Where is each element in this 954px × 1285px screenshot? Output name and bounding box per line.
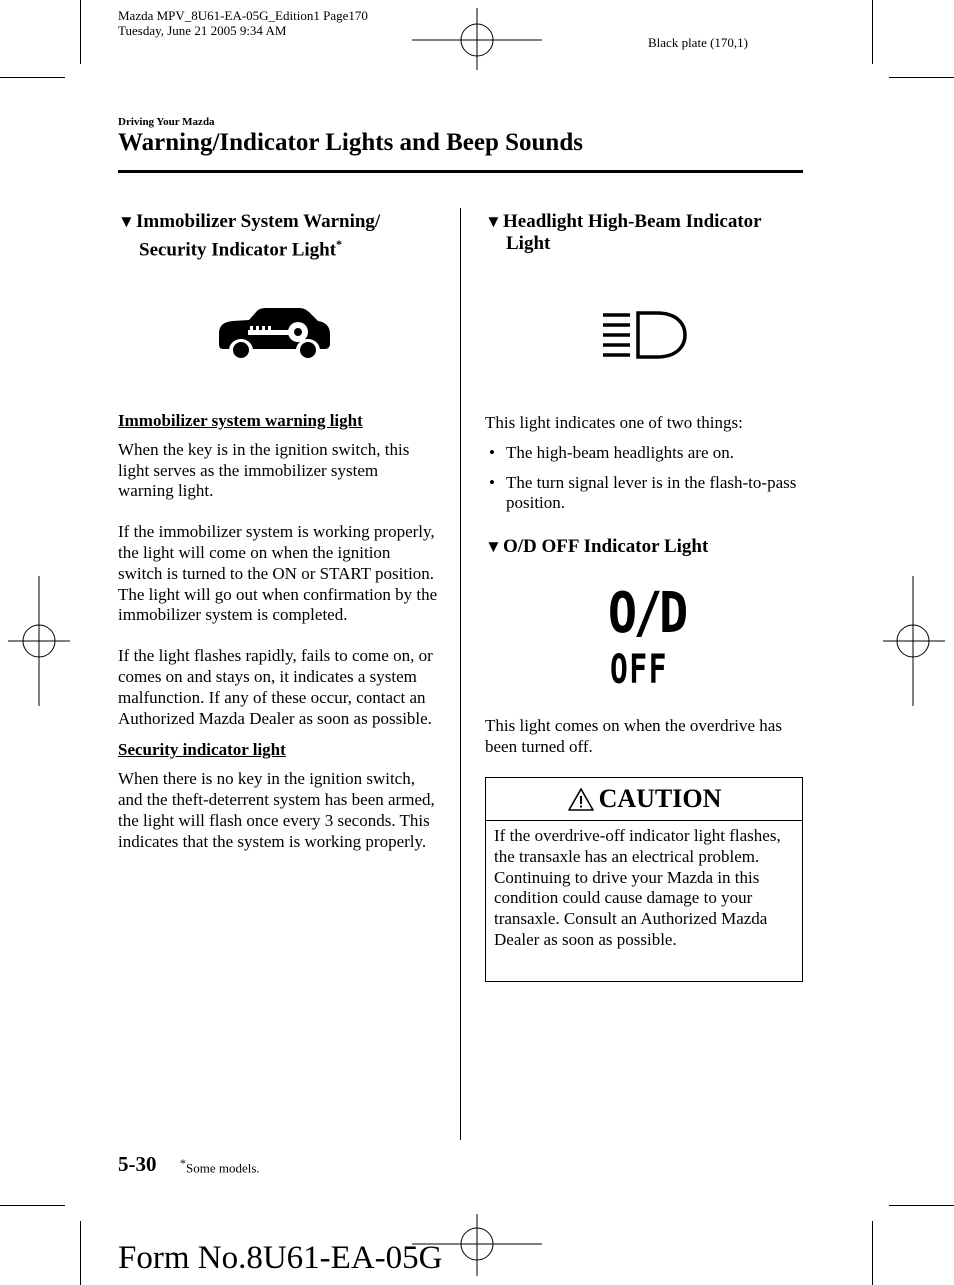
registration-mark-right (883, 576, 945, 706)
od-off-heading-text: O/D OFF Indicator Light (503, 536, 709, 557)
list-item: • The turn signal lever is in the flash-to-pass position. (485, 473, 803, 515)
footnote-text: Some models. (186, 1160, 260, 1176)
section-marker-icon: ▼ (485, 212, 502, 231)
headlight-intro: This light indicates one of two things: (485, 413, 743, 432)
car-key-immobilizer-icon (217, 306, 332, 360)
footnote (180, 1156, 260, 1176)
od-off-heading (485, 536, 803, 558)
headlight-body (485, 413, 803, 523)
warning-triangle-icon (567, 787, 595, 812)
list-item: • The high-beam headlights are on. (485, 443, 803, 464)
immobilizer-heading-line1: Immobilizer System Warning/ (136, 211, 381, 232)
high-beam-icon (600, 310, 688, 360)
print-slug-line2: Tuesday, June 21 2005 9:34 AM (118, 23, 287, 38)
immobilizer-heading-line2: Security Indicator Light (139, 239, 337, 261)
column-divider (460, 208, 461, 1140)
immobilizer-body (118, 411, 438, 872)
print-slug-line1: Mazda MPV_8U61-EA-05G_Edition1 Page170 (118, 8, 368, 23)
od-icon-bottom: OFF (610, 647, 668, 693)
title-rule (118, 170, 803, 173)
caution-title: CAUTION (598, 784, 722, 813)
security-paragraph: When there is no key in the ignition switch, and the theft-deterrent system has been armed, the light will flash once every 3 seconds. This indicates that the system is working properly. (118, 769, 435, 851)
od-off-description: This light comes on when the overdrive has been turned off. (485, 716, 782, 756)
caution-header (486, 778, 802, 821)
plate-label: Black plate (170,1) (648, 35, 748, 50)
registration-mark-top (412, 8, 542, 70)
section-marker-icon: ▼ (485, 537, 502, 556)
security-indicator-subheading: Security indicator light (118, 740, 286, 760)
headlight-heading-line1: Headlight High-Beam Indicator (503, 211, 762, 232)
headlight-heading (485, 211, 803, 255)
footnote-marker: * (180, 1156, 186, 1170)
immobilizer-paragraph: When the key is in the ignition switch, this light serves as the immobilizer system warning light. (118, 439, 410, 501)
page-title: Warning/Indicator Lights and Beep Sounds (118, 129, 583, 156)
immobilizer-warning-subheading: Immobilizer system warning light (118, 411, 363, 430)
print-slug (118, 8, 368, 38)
caution-text: If the overdrive-off indicator light flashes, the transaxle has an electrical problem. Continuing to drive your Mazda in this condition could cause damage to your transaxle. Consult an Authorized Mazda Dealer as soon as possible. (494, 826, 781, 949)
registration-mark-left (8, 576, 70, 706)
immobilizer-heading (118, 211, 438, 261)
section-label: Driving Your Mazda (118, 116, 215, 128)
od-icon-top: O/D (608, 581, 685, 646)
immobilizer-paragraph: If the immobilizer system is working properly, the light will come on when the ignition switch is turned to the ON or START position. The light will go out when confirmation by the immobilizer system is completed. (118, 522, 438, 625)
section-marker-icon: ▼ (118, 212, 135, 231)
caution-box (485, 777, 803, 982)
form-number: Form No.8U61-EA-05G (118, 1240, 443, 1276)
headlight-heading-line2: Light (506, 233, 551, 254)
immobilizer-paragraph: If the light flashes rapidly, fails to come on, or comes on and stays on, it indicates a system malfunction. If any of these occur, contact an Authorized Mazda Dealer as soon as possible. (118, 646, 433, 728)
page-number: 5-30 (118, 1152, 157, 1176)
footnote-asterisk: * (336, 237, 343, 251)
